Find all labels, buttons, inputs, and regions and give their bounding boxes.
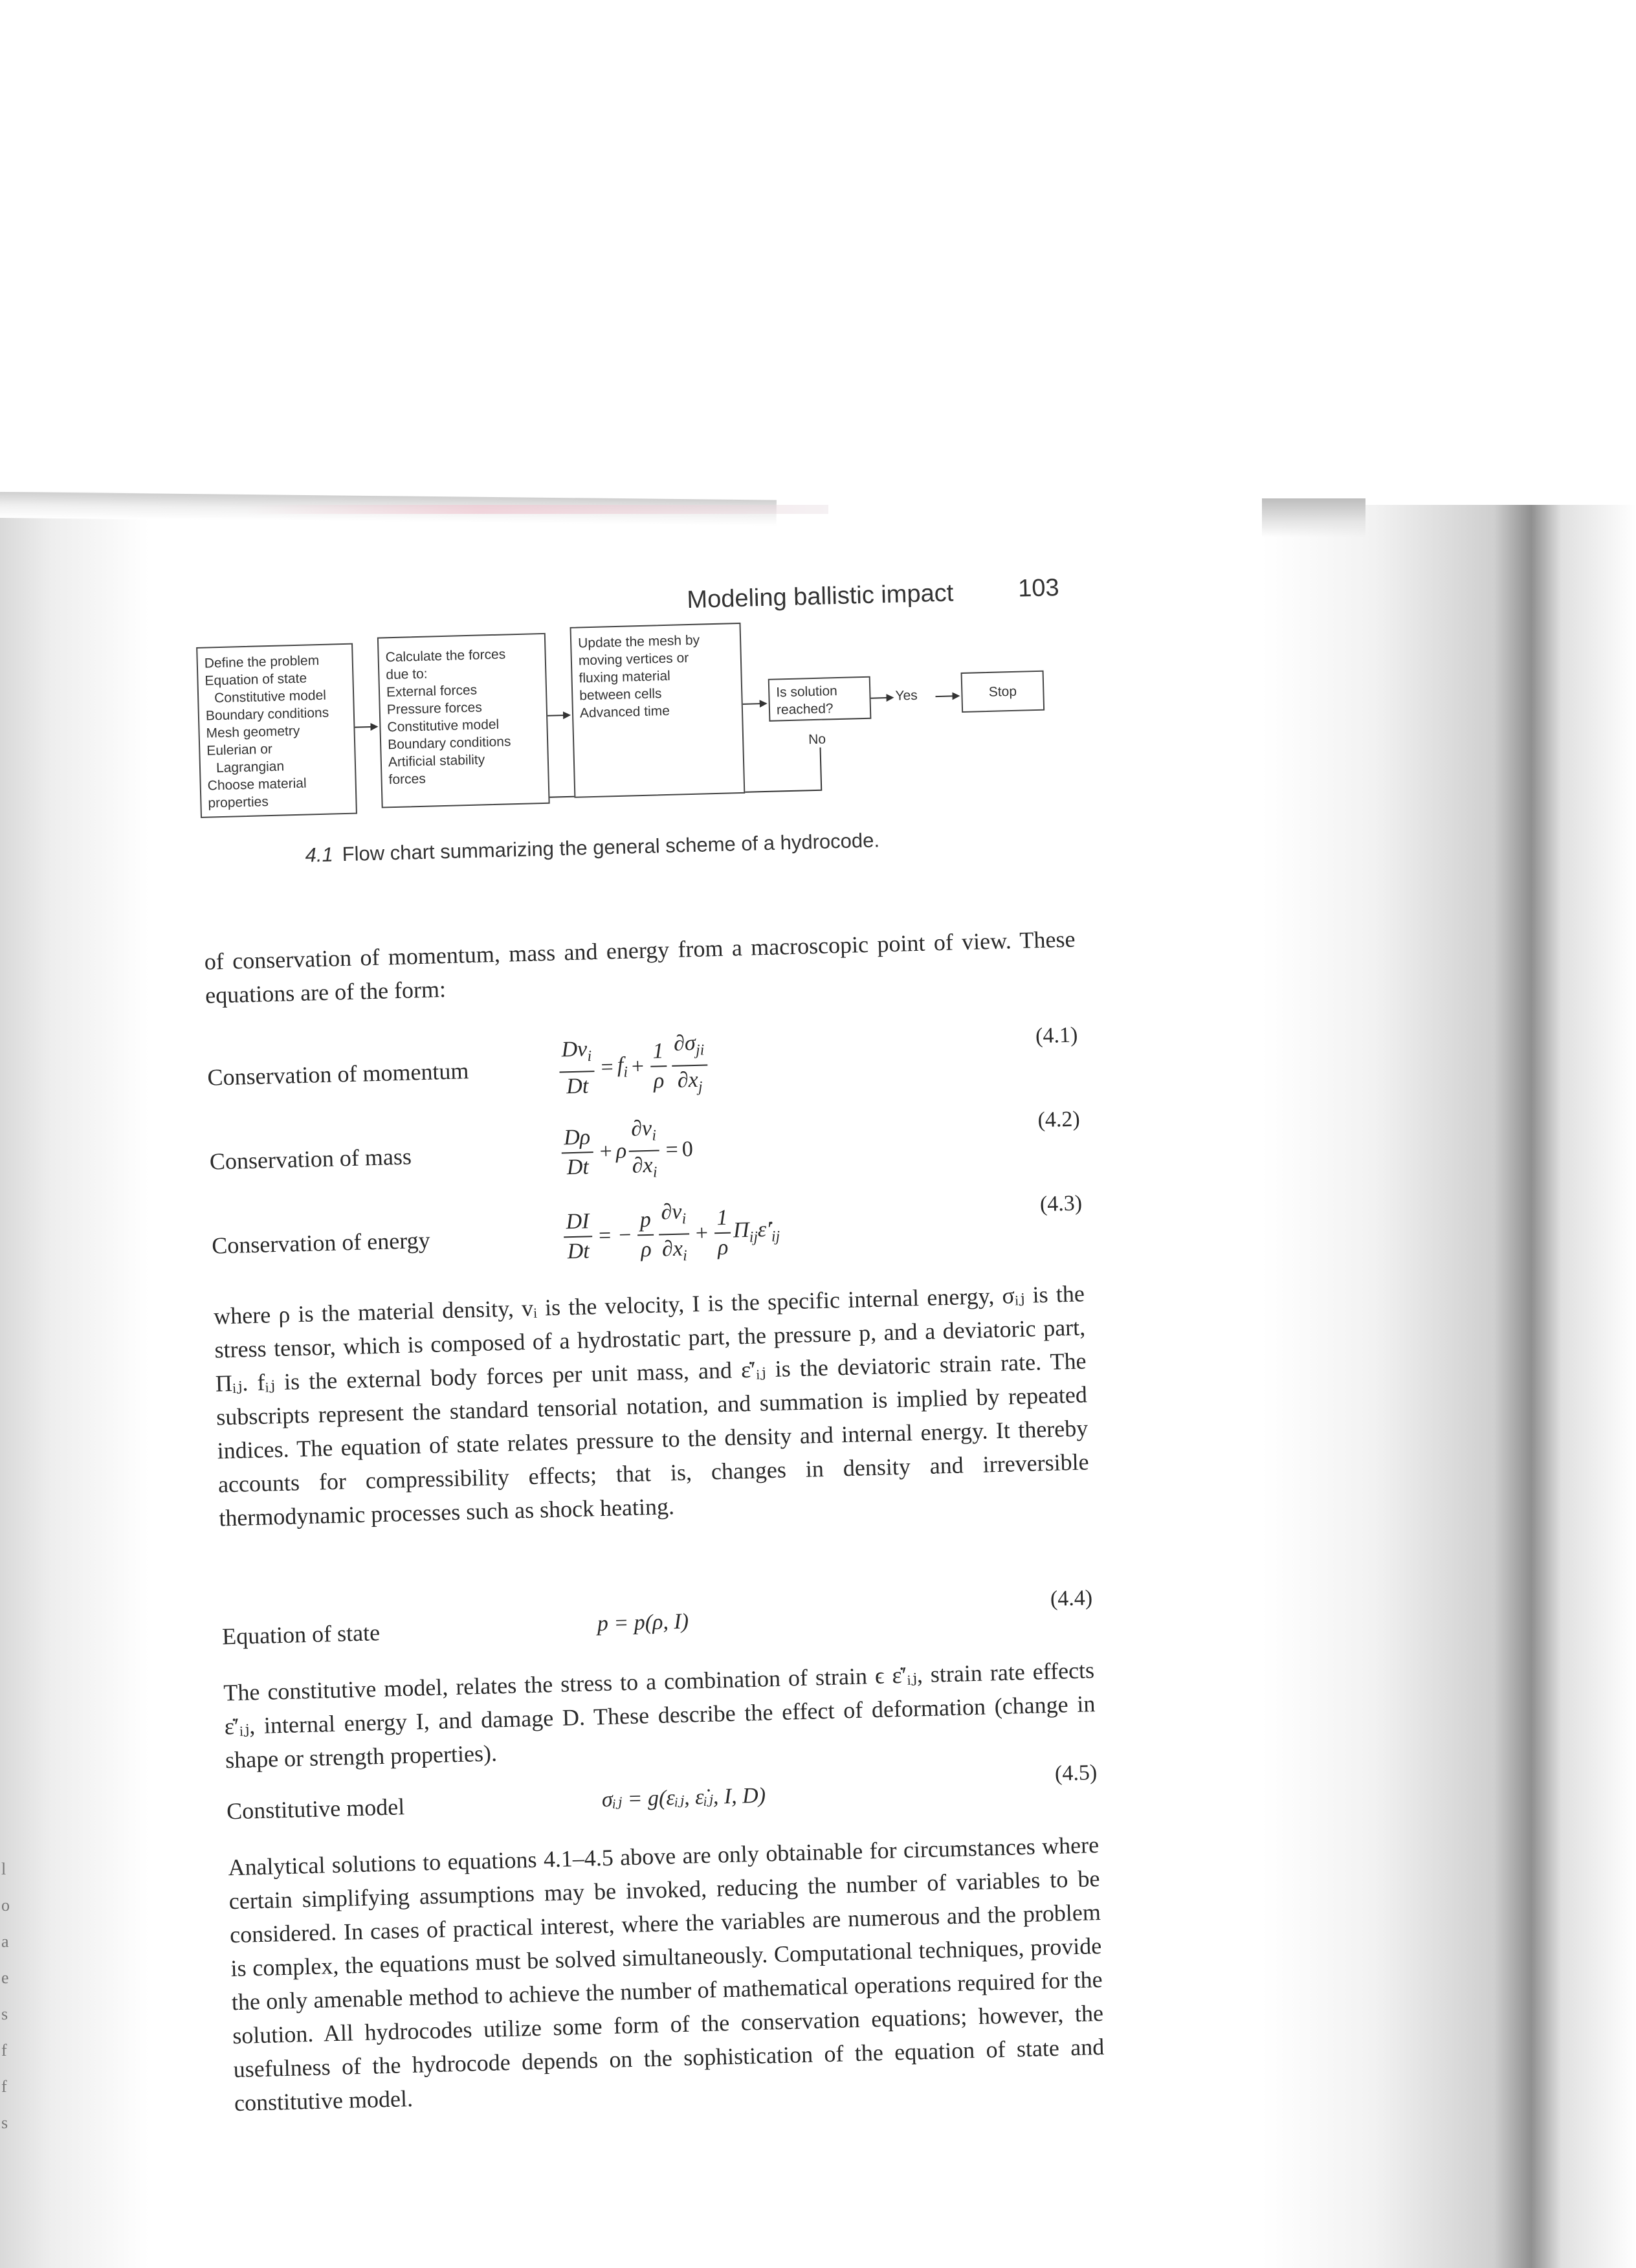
momentum-formula: $\frac{Dv_i}{Dt}$ = $f_i$ + $\frac{1}{\rho}$ $\frac{\partial\sigma_{ji}}{\partial x_j}$ [556, 1028, 711, 1105]
equation-label: Conservation of energy [211, 1227, 431, 1259]
box-line: properties [208, 794, 269, 811]
figure-caption-text: Flow chart summarizing the general scheme of a hydrocode. [342, 828, 880, 866]
state-formula: p = p(ρ, I) [597, 1609, 689, 1636]
closing-paragraph: Analytical solutions to equations 4.1–4.5 above are only obtainable for circumstances where certain simplifying assumptions may be invoked, reducing the number of variables to be considered. In cases of practical interest, where the variables are numerous and the problem is complex, the equations must be solved simultaneously. Computational techniques, provide the only amenable method to achieve the number of mathematical operations required for the solution. All hydrocodes utilize some form of the conservation equations; however, the usefulness of the hydrocode depends on the sophistication of the equation of state and constitutive model. [227, 1832, 1105, 2117]
intro-paragraph: of conservation of momentum, mass and energy from a macroscopic point of view. These equations are of the form: [204, 926, 1076, 1008]
equation-4-2 [209, 1103, 1081, 1197]
running-title: Modeling ballistic impact [686, 579, 954, 614]
box-line: Advanced time [579, 703, 670, 721]
box-line: Pressure forces [386, 700, 483, 718]
edge-fragment: s [1, 2113, 8, 2132]
mass-formula: $\frac{D\rho}{Dt}$ + ρ $\frac{\partial v_i}{\partial x_i}$ = 0 [558, 1113, 694, 1189]
edge-fragment: o [1, 1896, 10, 1915]
constitutive-paragraph: The constitutive model, relates the stress to a combination of strain ϵ ε̇′ᵢⱼ, strain rate effects ε̇′ᵢⱼ, internal energy I, and damage D. These describe the effect of deformation (change in shape or strength properties). [223, 1657, 1096, 1773]
box-line: Lagrangian [216, 759, 285, 776]
box-line: Constitutive model [387, 717, 500, 735]
flowchart-stop-box [961, 671, 1045, 713]
equation-number: (4.1) [1035, 1023, 1078, 1049]
equation-number: (4.4) [1050, 1586, 1093, 1611]
arrow-1 [355, 727, 377, 728]
page-number: 103 [1017, 574, 1060, 603]
box-line: Mesh geometry [206, 723, 300, 741]
box-line: Choose material [207, 775, 307, 794]
explanation-paragraph: where ρ is the material density, vᵢ is the velocity, I is the specific internal energy, σᵢⱼ is the stress tensor, which is composed of a hydrostatic part, the pressure p, and a deviatoric part, Πᵢⱼ. fᵢⱼ is the external body forces per unit mass, and ε̇′ᵢⱼ is the deviatoric strain rate. The subscripts represent the standard tensorial notation, and summation is implied by repeated indices. The equation of state relates pressure to the density and internal energy. It thereby accounts for compressibility effects; that is, changes in density and irreversible thermodynamic processes such as shock heating. [213, 1280, 1090, 1531]
box-line: Boundary conditions [205, 705, 329, 724]
equation-number: (4.2) [1037, 1107, 1081, 1133]
equation-4-4 [221, 1586, 1093, 1656]
equation-number: (4.5) [1054, 1761, 1098, 1786]
flowchart-box-define-problem [196, 643, 357, 818]
box-line: Constitutive model [214, 687, 327, 706]
edge-fragment: a [1, 1932, 9, 1951]
book-page [194, 546, 1140, 2122]
equation-label: Conservation of mass [209, 1143, 412, 1175]
edge-fragment: l [1, 1860, 6, 1878]
equation-label: Conservation of momentum [207, 1058, 469, 1091]
box-line: fluxing material [579, 668, 671, 686]
equation-number: (4.3) [1039, 1191, 1083, 1217]
yes-label: Yes [895, 687, 918, 704]
box-line: Define the problem [204, 652, 320, 671]
flowchart-decision-box [768, 676, 872, 722]
box-line: reached? [776, 701, 834, 718]
box-line: due to: [386, 666, 428, 683]
book-spine-shadow [1262, 505, 1636, 2268]
equation-4-1 [206, 1019, 1079, 1113]
flowchart-box-update-mesh [570, 623, 746, 798]
energy-formula: $\frac{DI}{Dt}$ = − $\frac{p}{\rho}$ $\frac{\partial v_i}{\partial x_i}$ + $\frac{1}{\rho}$ $\Pi_{ij}\varepsiloṅ'_{ij}$ [560, 1195, 781, 1273]
figure-number: 4.1 [305, 843, 334, 867]
edge-fragment: f [1, 2041, 7, 2060]
book-spine-top-shadow [1262, 498, 1365, 537]
box-line: Equation of state [204, 671, 307, 689]
equation-label: Constitutive model [226, 1794, 405, 1825]
edge-fragment: s [1, 2005, 8, 2023]
edge-fragment: f [1, 2077, 7, 2096]
box-line: Update the mesh by [577, 632, 700, 651]
box-line: between cells [579, 686, 662, 704]
page-top-edge-tint [246, 505, 828, 514]
box-line: Eulerian or [206, 741, 273, 759]
equation-label: Equation of state [221, 1619, 381, 1650]
flowchart-box-calculate-forces [377, 633, 550, 808]
page-gutter-shadow [0, 492, 149, 2268]
box-line: Artificial stability [388, 752, 485, 770]
box-line: External forces [386, 682, 478, 700]
no-label: No [808, 731, 826, 748]
stop-label: Stop [988, 684, 1017, 700]
facing-page-fragments [1, 1851, 10, 2141]
box-line: Boundary conditions [387, 734, 511, 753]
box-line: Is solution [775, 684, 838, 700]
edge-fragment: e [1, 1968, 9, 1987]
box-line: moving vertices or [578, 650, 689, 669]
arrow-2 [547, 715, 569, 716]
box-line: forces [388, 771, 426, 788]
box-line: Calculate the forces [385, 647, 506, 665]
equation-4-3 [211, 1187, 1083, 1281]
constitutive-formula: σᵢⱼ = g(εᵢⱼ, ε̇ᵢⱼ, I, D) [601, 1783, 766, 1812]
equation-4-5 [226, 1761, 1098, 1831]
